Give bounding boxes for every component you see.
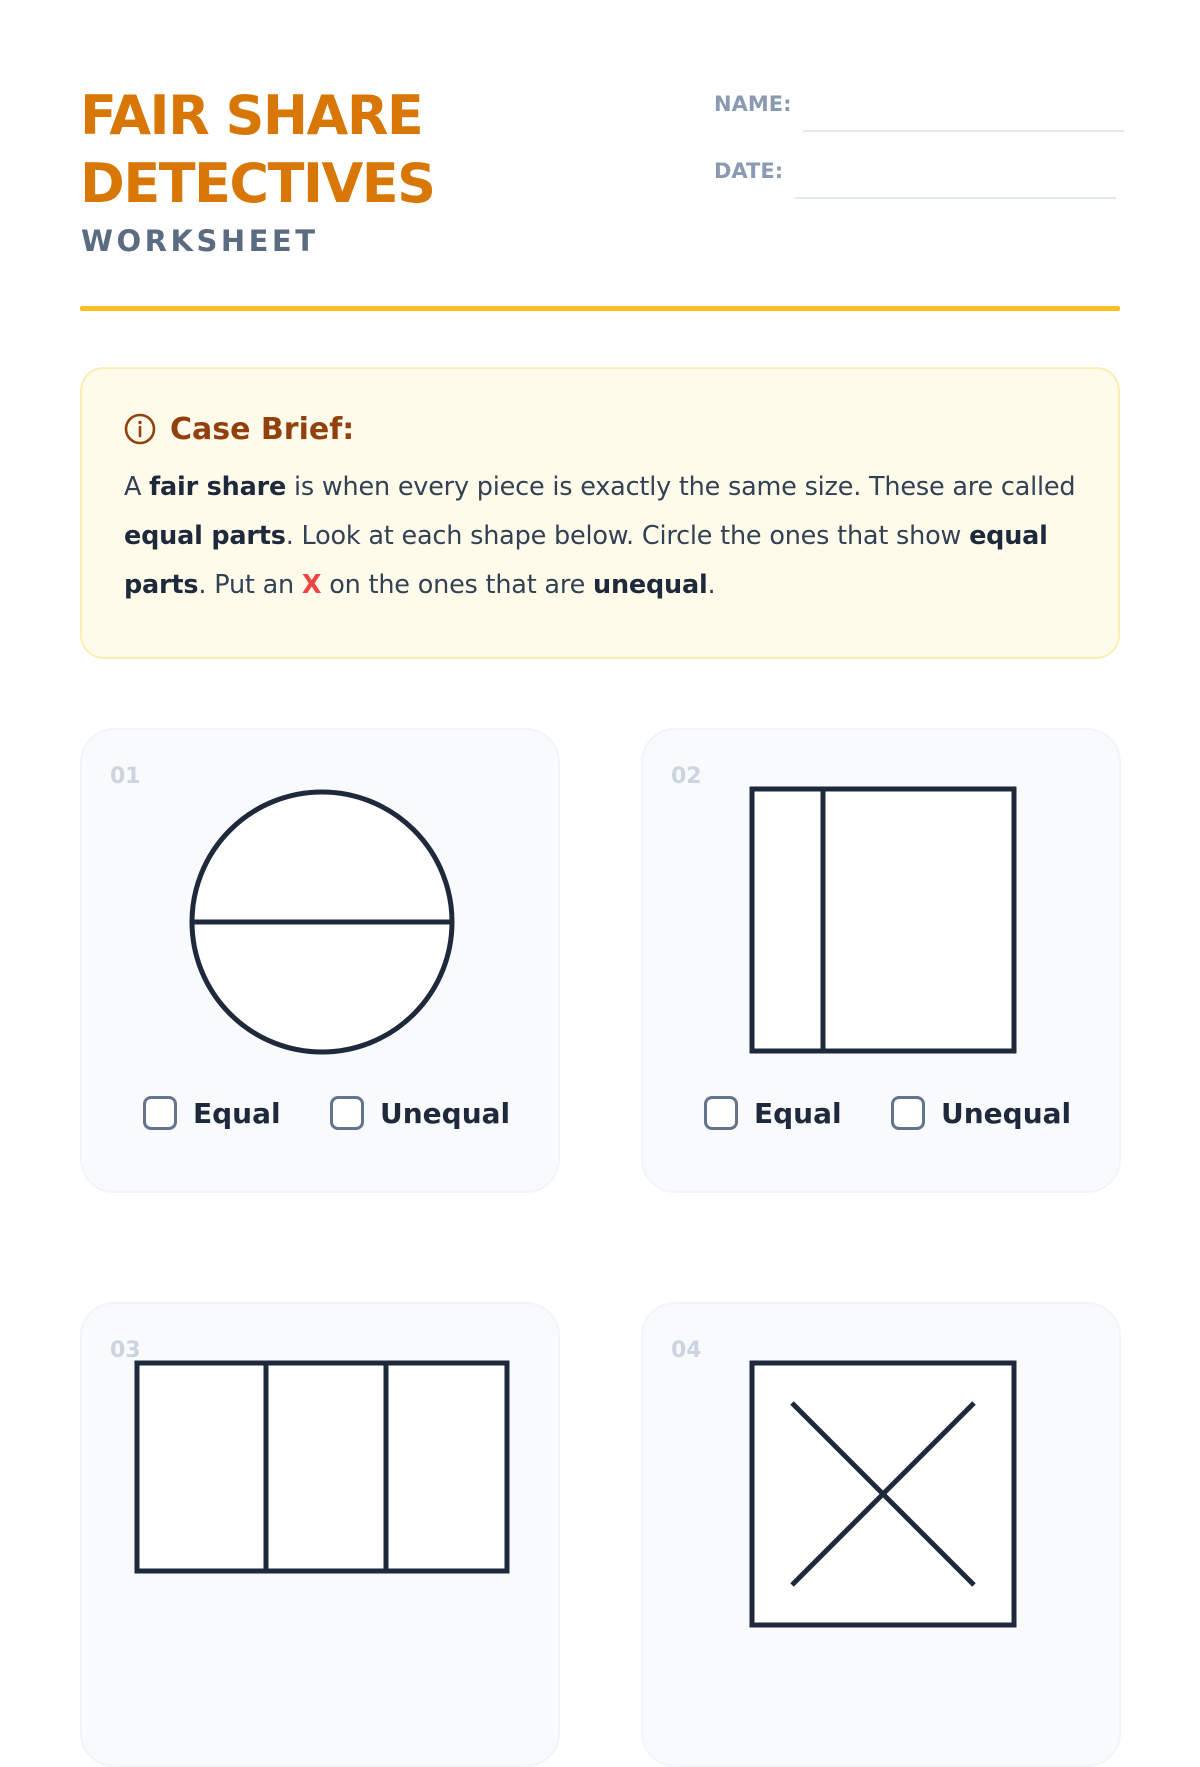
unequal-label: Unequal xyxy=(380,1096,511,1130)
square-diagonals-shape xyxy=(643,1304,1123,1664)
term-equal-parts: equal parts xyxy=(124,521,286,551)
header-divider xyxy=(80,306,1120,311)
case-brief-heading xyxy=(124,409,1078,449)
unequal-label: Unequal xyxy=(941,1096,1072,1130)
equal-checkbox[interactable] xyxy=(704,1096,738,1130)
unequal-option[interactable] xyxy=(891,1096,1071,1130)
brief-text-part: . xyxy=(707,570,716,600)
info-icon xyxy=(124,413,156,445)
date-field[interactable] xyxy=(795,197,1116,199)
case-brief-title: Case Brief: xyxy=(170,411,355,447)
equal-option[interactable] xyxy=(143,1096,281,1130)
problem-card-03 xyxy=(80,1302,560,1767)
problem-number: 02 xyxy=(671,764,702,789)
rectangle-unequal-shape xyxy=(643,730,1123,1090)
problem-card-02 xyxy=(641,728,1121,1193)
date-label: DATE: xyxy=(714,159,784,183)
problem-number: 03 xyxy=(110,1338,141,1363)
circle-halves-shape xyxy=(82,730,562,1090)
title-line-2: DETECTIVES xyxy=(80,152,435,215)
x-mark: X xyxy=(301,570,322,600)
rectangle-thirds-shape xyxy=(82,1304,562,1664)
unequal-checkbox[interactable] xyxy=(891,1096,925,1130)
equal-label: Equal xyxy=(754,1096,842,1130)
unequal-checkbox[interactable] xyxy=(330,1096,364,1130)
brief-text-part: A xyxy=(124,472,150,502)
problem-number: 04 xyxy=(671,1338,702,1363)
worksheet-title xyxy=(80,82,435,218)
worksheet-subtitle: WORKSHEET xyxy=(81,224,319,258)
brief-text-part: . Look at each shape below. Circle the ones that show xyxy=(285,521,970,551)
problem-number: 01 xyxy=(110,764,141,789)
term-equal-parts: equal parts xyxy=(124,521,1048,600)
shape-outline xyxy=(137,1363,507,1571)
equal-checkbox[interactable] xyxy=(143,1096,177,1130)
shape-outline xyxy=(752,789,1014,1051)
brief-text-part: . Put an xyxy=(198,570,302,600)
brief-text-part: on the ones that are xyxy=(321,570,593,600)
case-brief-box xyxy=(80,367,1120,659)
case-brief-text xyxy=(124,463,1078,610)
unequal-option[interactable] xyxy=(330,1096,510,1130)
term-fair-share: fair share xyxy=(149,472,287,502)
term-unequal: unequal xyxy=(592,570,708,600)
name-field[interactable] xyxy=(803,130,1124,132)
equal-option[interactable] xyxy=(704,1096,842,1130)
problem-card-04 xyxy=(641,1302,1121,1767)
problem-card-01 xyxy=(80,728,560,1193)
brief-text-part: is when every piece is exactly the same size. These are called xyxy=(286,472,1076,502)
name-label: NAME: xyxy=(714,92,792,116)
title-line-1: FAIR SHARE xyxy=(80,84,423,147)
equal-label: Equal xyxy=(193,1096,281,1130)
